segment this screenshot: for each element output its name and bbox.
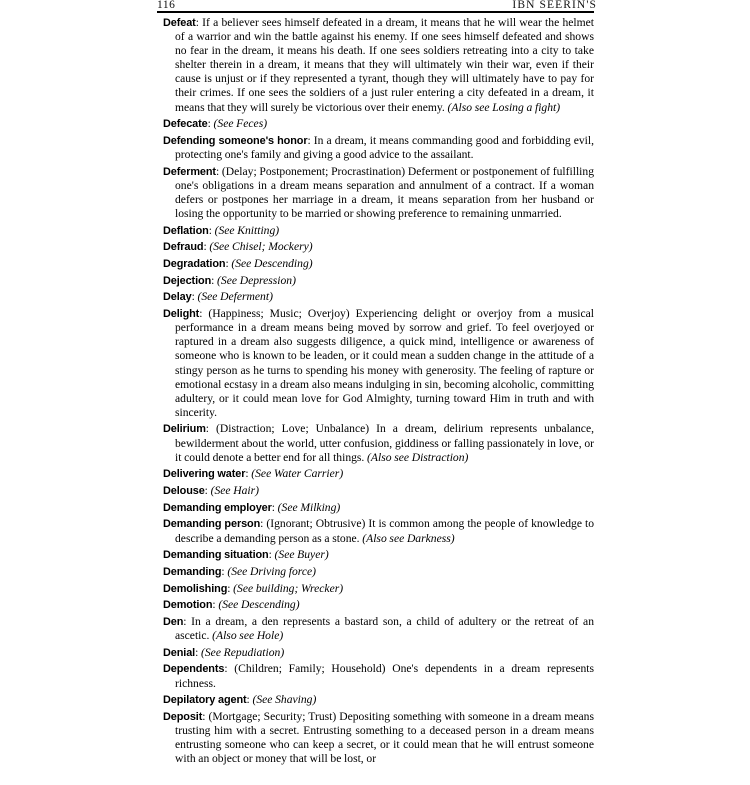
entry-headword: Depilatory agent bbox=[163, 694, 247, 707]
entry-body: : bbox=[211, 273, 218, 287]
dictionary-entry bbox=[163, 467, 594, 481]
dictionary-entry bbox=[163, 290, 594, 304]
entries-column bbox=[163, 16, 594, 766]
dictionary-entry bbox=[163, 224, 594, 238]
entry-headword: Den bbox=[163, 615, 184, 628]
entry-body: : bbox=[245, 467, 252, 481]
dictionary-entry bbox=[163, 134, 594, 162]
entry-body: : bbox=[227, 581, 234, 595]
entry-body: : bbox=[207, 117, 214, 131]
entry-headword: Denial bbox=[163, 646, 196, 659]
entry-cross-reference: (See Buyer) bbox=[274, 548, 329, 562]
entry-cross-reference: (See building; Wrecker) bbox=[233, 581, 344, 595]
entry-headword: Delouse bbox=[163, 485, 205, 498]
entry-cross-reference: (Also see Hole) bbox=[212, 629, 284, 643]
entry-cross-reference: (See Shaving) bbox=[252, 693, 317, 707]
entry-body: : bbox=[195, 645, 202, 659]
entry-headword: Demanding person bbox=[163, 518, 261, 531]
dictionary-entry bbox=[163, 646, 594, 660]
entry-headword: Demotion bbox=[163, 599, 213, 612]
entry-cross-reference: (See Knitting) bbox=[214, 223, 280, 237]
entry-cross-reference: (Also see Losing a fight) bbox=[447, 100, 561, 114]
entry-headword: Delay bbox=[163, 291, 192, 304]
entry-body: : (Happiness; Music; Overjoy) Experiencing delight or overjoy from a musical performance in a dream means being moved by sorrow and grief. To feel overjoyed or raptured in a dream also suggests diligence, a quick mind, intelligence or awareness of someone who is known to be leaden, or it could mean a sudden change in the attitude of a stingy person as he turns to spending his money with generosity. The feeling of rapture or emotional ecstasy in a dream also means indulging in sin, becoming alcoholic, committing adultery, or it could mean love for God Almighty, turning toward Him in truth and with sincerity. bbox=[175, 307, 594, 419]
entry-headword: Deflation bbox=[163, 224, 209, 237]
entry-headword: Defending someone's honor bbox=[163, 134, 308, 147]
entry-headword: Delivering water bbox=[163, 468, 246, 481]
entry-body: : bbox=[268, 548, 275, 562]
entry-cross-reference: (Also see Darkness) bbox=[362, 531, 455, 545]
entry-headword: Demanding bbox=[163, 565, 222, 578]
dictionary-entry bbox=[163, 517, 594, 545]
entry-body: : (Mortgage; Security; Trust) Depositing something with someone in a dream means trusting him with a secret. Entrusting something to a deceased person in a dream means entrusting someone who can keep a secret, or it could mean that he will entrust someone with an object or money that will be lost, or bbox=[175, 709, 594, 766]
dictionary-entry bbox=[163, 693, 594, 707]
entry-headword: Dejection bbox=[163, 274, 212, 287]
dictionary-entry bbox=[163, 117, 594, 131]
dictionary-entry bbox=[163, 16, 594, 115]
entry-body: : In a dream, a den represents a bastard son, a child of adultery or the retreat of an ascetic. bbox=[175, 614, 594, 643]
dictionary-entry bbox=[163, 501, 594, 515]
page-number: 116 bbox=[157, 0, 176, 11]
entry-body: : bbox=[203, 240, 210, 254]
entry-cross-reference: (See Feces) bbox=[213, 117, 268, 131]
entry-headword: Defecate bbox=[163, 118, 208, 131]
entry-cross-reference: (See Deferment) bbox=[197, 290, 273, 304]
entry-headword: Defraud bbox=[163, 241, 204, 254]
entry-body: : In a dream, it means commanding good and forbidding evil, protecting one's family and giving a good advice to the assailant. bbox=[175, 133, 595, 162]
entry-body: : (Children; Family; Household) One's dependents in a dream represents richness. bbox=[175, 662, 594, 690]
entry-cross-reference: (See Repudiation) bbox=[201, 645, 285, 659]
entry-headword: Deposit bbox=[163, 710, 203, 723]
dictionary-entry bbox=[163, 582, 594, 596]
book-running-title: IBN SEERIN'S bbox=[512, 0, 597, 11]
entry-cross-reference: (See Depression) bbox=[217, 273, 296, 287]
dictionary-entry bbox=[163, 257, 594, 271]
dictionary-entry bbox=[163, 598, 594, 612]
entry-cross-reference: (See Descending) bbox=[218, 598, 300, 612]
entry-headword: Demolishing bbox=[163, 582, 228, 595]
entry-body: : bbox=[208, 223, 215, 237]
entry-body: : bbox=[191, 290, 198, 304]
entry-cross-reference: (See Descending) bbox=[231, 257, 313, 271]
entry-body: : bbox=[225, 257, 232, 271]
entry-cross-reference: (See Milking) bbox=[277, 500, 341, 514]
dictionary-entry bbox=[163, 422, 594, 464]
entry-headword: Defeat bbox=[163, 17, 196, 29]
entry-headword: Delight bbox=[163, 308, 200, 321]
dictionary-entry bbox=[163, 484, 594, 498]
entry-cross-reference: (See Water Carrier) bbox=[251, 467, 344, 481]
dictionary-entry bbox=[163, 274, 594, 288]
entry-cross-reference: (See Chisel; Mockery) bbox=[209, 240, 313, 254]
running-head bbox=[157, 0, 597, 11]
entry-body: : If a believer sees himself defeated in a dream, it means that he will wear the helmet of a warrior and win the battle against his enemy. If one sees himself defeated and shows no fear in the dream, it means his death. If one sees soldiers retreating into a city to take shelter therein in a dream, it means that they will ultimately win their war, even if their cause is unjust or if they represented a tyrant, though they will ultimately have to pay for their crimes. If one sees the soldiers of a just ruler entering a city defeated in a dream, it means that they will surely be victorious over their enemy. bbox=[175, 16, 594, 114]
entry-body: : bbox=[221, 564, 228, 578]
dictionary-entry bbox=[163, 240, 594, 254]
entry-body: : (Ignorant; Obtrusive) It is common among the people of knowledge to describe a demanding person as a stone. bbox=[175, 517, 594, 545]
dictionary-entry bbox=[163, 710, 594, 766]
header-rule bbox=[157, 11, 594, 13]
entry-body: : bbox=[271, 500, 278, 514]
entry-body: : (Distraction; Love; Unbalance) In a dream, delirium represents unbalance, bewilderment about the world, utter confusion, giddiness or falling passionately in love, or it could denote a better end for all things. bbox=[175, 422, 594, 464]
entry-headword: Demanding situation bbox=[163, 549, 269, 562]
dictionary-entry bbox=[163, 615, 594, 643]
dictionary-entry bbox=[163, 565, 594, 579]
entry-headword: Delirium bbox=[163, 423, 206, 436]
entry-body: : (Delay; Postponement; Procrastination) Deferment or postponement of fulfilling one's obligations in a dream means separation and annulment of a contract. If a woman defers or postpones her marriage in a dream, it means separation from her husband or losing the opportunity to be married or showing preference to remaining unmarried. bbox=[175, 164, 594, 220]
entry-body: : bbox=[212, 598, 219, 612]
dictionary-entry bbox=[163, 165, 594, 221]
dictionary-entry bbox=[163, 307, 594, 420]
entry-body: : bbox=[204, 484, 211, 498]
entry-body: : bbox=[246, 693, 253, 707]
entry-headword: Dependents bbox=[163, 663, 225, 676]
entry-cross-reference: (Also see Distraction) bbox=[367, 450, 469, 464]
entry-cross-reference: (See Hair) bbox=[210, 484, 260, 498]
dictionary-entry bbox=[163, 548, 594, 562]
entry-cross-reference: (See Driving force) bbox=[227, 564, 316, 578]
entry-headword: Deferment bbox=[163, 165, 216, 178]
entry-headword: Degradation bbox=[163, 258, 226, 271]
dictionary-entry bbox=[163, 662, 594, 690]
entry-headword: Demanding employer bbox=[163, 501, 272, 514]
